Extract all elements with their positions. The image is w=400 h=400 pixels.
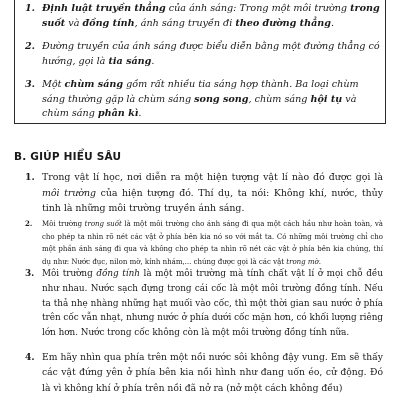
- text-run: môi trường: [42, 187, 97, 199]
- item-text: [42, 218, 383, 268]
- item-text: [42, 40, 380, 69]
- text-run: Em hãy nhìn qua phía trên một nồi nước sôi không đậy vung. Em sẽ thấy các vật đứng yên ở phía bên kia nồi hình như đang uốn éo, cử động. Đó là vì không khí ở phía trên nồi đã nở ra (nở một cách không đều): [42, 352, 383, 394]
- deep-item-3: [25, 267, 383, 348]
- text-run: đồng tính: [82, 17, 135, 29]
- text-run: Định luật truyền thẳng: [42, 3, 166, 14]
- item-number: 1.: [25, 172, 35, 183]
- text-run: trong mờ: [286, 257, 319, 266]
- text-run: trong suốt: [84, 220, 122, 228]
- text-run: trong suốt: [42, 3, 380, 29]
- item-number: 2.: [25, 41, 36, 52]
- text-run: , ánh sáng truyền đi: [134, 17, 236, 29]
- text-run: phân kì: [97, 108, 139, 119]
- text-run: hội tụ: [310, 93, 343, 105]
- text-run: song song: [194, 93, 249, 105]
- text-run: là một môi trường mà tính chất vật lí ở mọi chỗ đều như nhau. Nước sạch đựng trong cái cốc là một môi trường đồng tính. Nếu ta thả nhẹ nhàng những hạt muối vào cốc, thì một thời gian sau nước ở phía trên cốc vẫn nhạt, nhưng nước ở phía dưới cốc mặn hơn, có khối lượng riêng lớn hơn. Nước trong cốc không còn là một môi trường đồng tính nữa.: [42, 269, 383, 338]
- text-run: và: [65, 17, 83, 29]
- text-run: theo đường thẳng: [235, 17, 331, 29]
- text-run: .: [151, 55, 155, 67]
- summary-item-2: [25, 40, 380, 70]
- item-text: [42, 78, 380, 122]
- item-number: 1.: [25, 3, 36, 14]
- text-run: tia sáng: [108, 55, 152, 67]
- text-run: .: [138, 108, 142, 119]
- item-text: [42, 2, 380, 31]
- item-number: 2.: [25, 219, 33, 228]
- text-run: và chùm sáng: [42, 93, 357, 119]
- text-run: .: [330, 17, 335, 29]
- text-run: Môi trường: [42, 220, 85, 228]
- text-run: , chùm sáng: [248, 93, 311, 105]
- text-run: Một: [42, 79, 65, 90]
- text-run: của ánh sáng: Trong một môi trường: [165, 3, 351, 14]
- text-run: .: [318, 257, 321, 266]
- item-text: [42, 170, 383, 217]
- item-number: 3.: [25, 79, 36, 90]
- section-title: B. GIÚP HIỂU SÂU: [14, 151, 122, 163]
- text-run: của hiện tượng đó. Thí dụ, ta nói: Không khí, nước, thủy tinh là những môi trường truyền ánh sáng.: [42, 187, 383, 214]
- text-run: gồm rất nhiều tia sáng hợp thành. Ba loại chùm sáng thường gặp là chùm sáng: [42, 79, 359, 105]
- summary-item-3: [25, 78, 380, 123]
- text-run: Môi trường: [42, 269, 97, 279]
- item-number: 3.: [25, 269, 35, 279]
- item-text: [42, 267, 383, 341]
- deep-item-4: [25, 350, 383, 398]
- deep-item-2: [25, 218, 383, 266]
- summary-item-1: [25, 2, 380, 32]
- text-run: chùm sáng: [64, 79, 124, 90]
- item-number: 4.: [25, 352, 35, 363]
- text-run: Trong vật lí học, nơi diễn ra một hiện tượng vật lí nào đó được gọi là: [42, 172, 383, 183]
- text-run: đồng tính: [96, 269, 140, 279]
- item-text: [42, 350, 383, 396]
- text-run: là một môi trường cho ánh sáng đi qua một cách hầu như hoàn toàn, và cho phép ta nhìn rõ nét các vật ở phía bên kia nó so với mắt ta. Có những môi trường chỉ cho một phần ánh sáng đi qua và không cho phép ta nhìn rõ nét các vật ở phía bên kia chúng, thí dụ như: Nước đục, nilon mờ, kính nhám,... chúng được gọi là các vật: [42, 220, 383, 266]
- deep-item-1: [25, 170, 383, 217]
- text-run: Đường truyền của ánh sáng được biểu diễn bằng một đường thẳng có hướng, gọi là: [42, 41, 380, 67]
